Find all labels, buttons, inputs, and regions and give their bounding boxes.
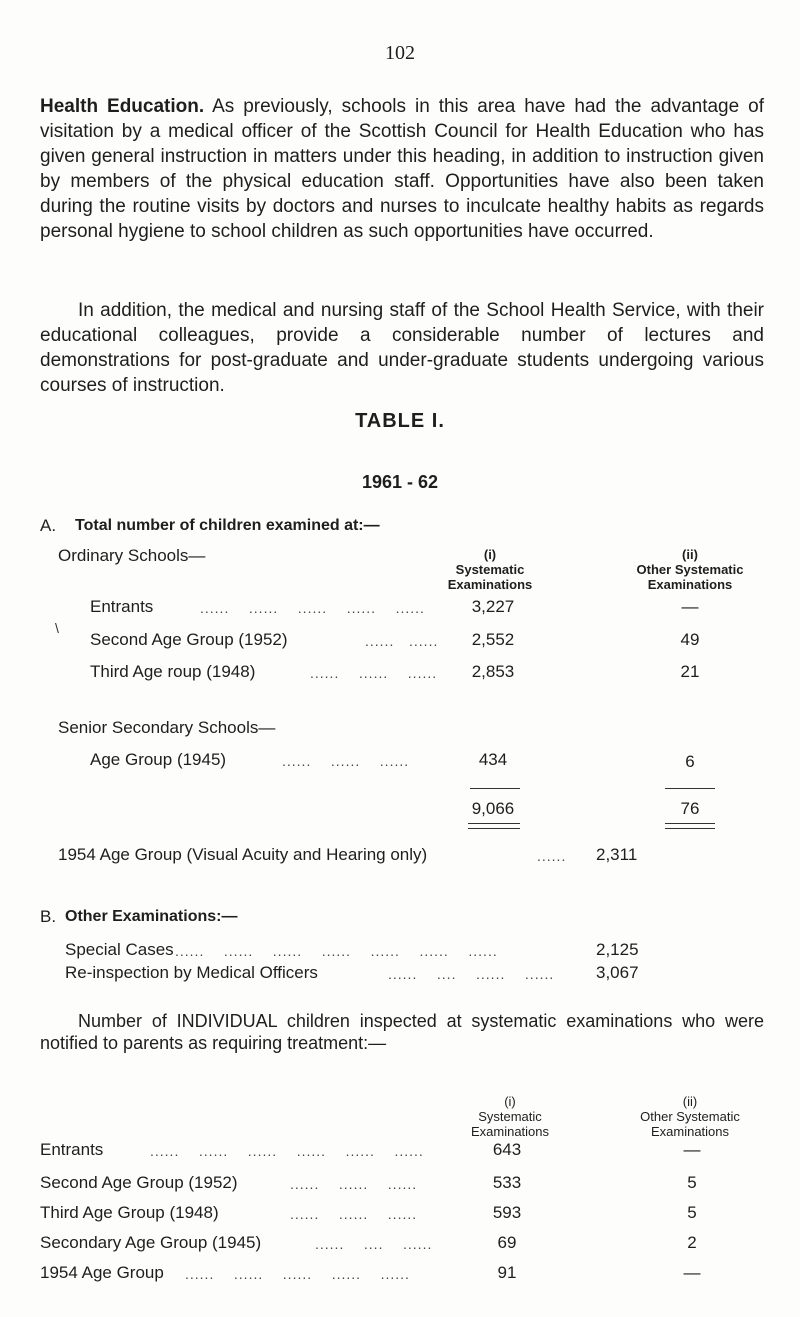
ind-row-1954-i: 91	[497, 1263, 517, 1282]
row-third-label: Third Age roup (1948)	[90, 662, 256, 681]
ind-row-secondary-dots: ...... .... ......	[315, 1236, 433, 1252]
col-ii-line2: Examinations	[647, 577, 733, 592]
row-entrants-dots: ...... ...... ...... ...... ......	[200, 600, 425, 616]
ordinary-schools-label: Ordinary Schools—	[58, 546, 206, 565]
table-title: TABLE I.	[355, 410, 445, 432]
col-i-header	[430, 547, 550, 592]
special-cases-value: 2,125	[596, 940, 639, 959]
row-second-i: 2,552	[471, 630, 515, 649]
ind-row-second-label: Second Age Group (1952)	[40, 1173, 238, 1192]
ind-row-1954-ii: —	[683, 1263, 701, 1282]
margin-mark: \	[55, 620, 59, 636]
row-senior-i: 434	[478, 750, 508, 769]
ind-row-1954-label: 1954 Age Group	[40, 1263, 164, 1282]
individual-col-i-header	[450, 1094, 570, 1139]
individual-col-i-num: (i)	[504, 1094, 516, 1109]
total-i-rule	[470, 788, 520, 789]
ind-row-entrants-ii: —	[683, 1140, 701, 1159]
ind-row-second-dots: ...... ...... ......	[290, 1176, 418, 1192]
page-number: 102	[385, 42, 415, 64]
addition-paragraph: In addition, the medical and nursing staff of the School Health Service, with their educational colleagues, provide a considerable number of lectures and demonstrations for post-graduate and under-graduate students undergoing various courses of instruction.	[40, 300, 764, 396]
ind-row-third-ii: 5	[687, 1203, 697, 1222]
section-a-letter: A.	[40, 516, 57, 535]
row-entrants-label: Entrants	[90, 597, 154, 616]
col-i-line2: Examinations	[447, 577, 533, 592]
col-ii-num: (ii)	[682, 547, 698, 562]
row-entrants-ii: —	[681, 597, 699, 616]
health-education-heading: Health Education.	[40, 96, 205, 117]
ind-row-entrants-dots: ...... ...... ...... ...... ...... ......	[150, 1143, 424, 1159]
row-senior-dots: ...... ...... ......	[282, 753, 410, 769]
total-i: 9,066	[471, 799, 515, 818]
total-ii-double-rule	[665, 823, 715, 829]
ind-row-1954-dots: ...... ...... ...... ...... ......	[185, 1266, 410, 1282]
reinspection-label: Re-inspection by Medical Officers	[65, 963, 318, 982]
ind-row-third-label: Third Age Group (1948)	[40, 1203, 219, 1222]
special-cases-dots: ...... ...... ...... ...... ...... ...... ......	[175, 943, 498, 959]
special-cases-label: Special Cases	[65, 940, 174, 959]
row-second-dots: ...... ......	[365, 633, 439, 649]
row-third-i: 2,853	[471, 662, 515, 681]
section-a-title: Total number of children examined at:—	[75, 517, 380, 534]
health-education-text: As previously, schools in this area have had the advantage of visitation by a medical officer of the Scottish Council for Health Education who has given general instruction in matters under this heading, in addition to instruction given by members of the physical education staff. Opportunities have also been taken during the routine visits by doctors and nurses to inculcate healthy habits as regards personal hygiene to school children as such opportunities have occurred.	[40, 96, 765, 242]
reinspection-dots: ...... .... ...... ......	[388, 966, 555, 982]
table-year: 1961 - 62	[361, 472, 439, 492]
row-second-label: Second Age Group (1952)	[90, 630, 288, 649]
ind-row-secondary-ii: 2	[687, 1233, 697, 1252]
row-third-dots: ...... ...... ......	[310, 665, 438, 681]
col-i-num: (i)	[483, 547, 497, 562]
reinspection-value: 3,067	[596, 963, 639, 982]
ind-row-second-i: 533	[492, 1173, 522, 1192]
individual-col-ii-num: (ii)	[682, 1094, 698, 1109]
individual-col-i-line2: Examinations	[470, 1124, 550, 1139]
row-senior-label: Age Group (1945)	[90, 750, 227, 769]
ind-row-secondary-label: Secondary Age Group (1945)	[40, 1233, 262, 1252]
col-ii-header	[620, 547, 760, 592]
senior-secondary-label: Senior Secondary Schools—	[58, 718, 276, 737]
individual-col-ii-line1: Other Systematic	[640, 1109, 740, 1124]
total-ii-rule	[665, 788, 715, 789]
ind-row-secondary-i: 69	[497, 1233, 517, 1252]
ind-row-second-ii: 5	[687, 1173, 697, 1192]
individual-col-i-line1: Systematic	[478, 1109, 542, 1124]
individual-col-ii-line2: Examinations	[650, 1124, 730, 1139]
ind-row-entrants-i: 643	[492, 1140, 522, 1159]
age-group-1954-dots: ......	[537, 848, 567, 864]
total-i-double-rule	[468, 823, 520, 829]
ind-row-third-i: 593	[492, 1203, 522, 1222]
age-group-1954-label: 1954 Age Group (Visual Acuity and Hearing only)	[58, 845, 428, 864]
row-senior-ii: 6	[685, 752, 695, 771]
row-second-ii: 49	[680, 630, 700, 649]
row-entrants-i: 3,227	[471, 597, 515, 616]
age-group-1954-value: 2,311	[596, 845, 638, 864]
ind-row-third-dots: ...... ...... ......	[290, 1206, 418, 1222]
total-ii: 76	[680, 799, 700, 818]
col-ii-line1: Other Systematic	[636, 562, 744, 577]
ind-row-entrants-label: Entrants	[40, 1140, 104, 1159]
row-third-ii: 21	[680, 662, 700, 681]
individual-paragraph: Number of INDIVIDUAL children inspected at systematic examinations who were notified to parents as requiring treatment:—	[40, 1011, 764, 1053]
col-i-line1: Systematic	[455, 562, 525, 577]
section-b-title: Other Examinations:—	[65, 908, 238, 925]
section-b-letter: B.	[40, 907, 57, 926]
individual-col-ii-header	[615, 1094, 765, 1139]
health-education-paragraph	[40, 94, 764, 244]
